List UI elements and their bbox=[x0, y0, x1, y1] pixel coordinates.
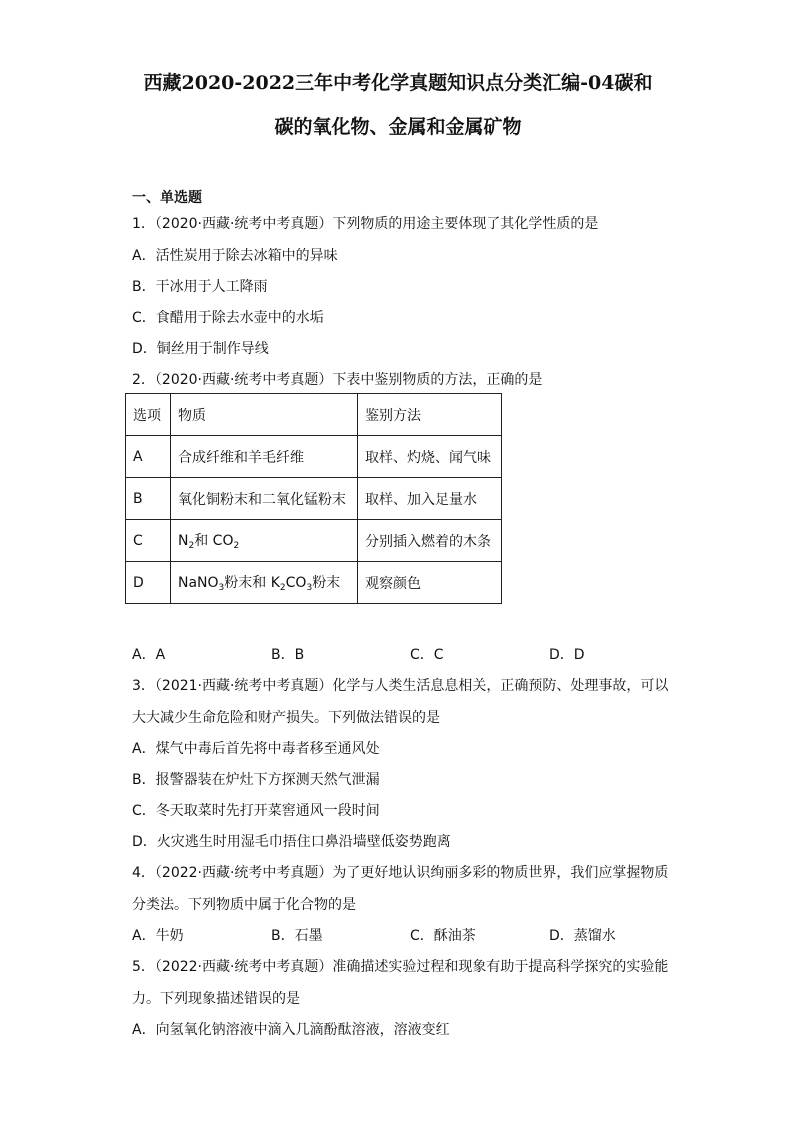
table-cell-substance: 合成纤维和羊毛纤维 bbox=[171, 436, 358, 478]
subscript: 3 bbox=[306, 583, 313, 593]
q1-stem: 1．（2020·西藏·统考中考真题）下列物质的用途主要体现了其化学性质的是 bbox=[132, 216, 599, 232]
table-cell-option: A bbox=[126, 436, 171, 478]
q2-stem: 2．（2020·西藏·统考中考真题）下表中鉴别物质的方法，正确的是 bbox=[132, 372, 543, 388]
q2-table bbox=[125, 393, 502, 604]
section-heading: 一、单选题 bbox=[132, 190, 202, 206]
q2-option-c: C．C bbox=[410, 647, 444, 663]
table-row bbox=[126, 478, 502, 520]
table-row bbox=[126, 520, 502, 562]
table-cell-method: 分别插入燃着的木条 bbox=[358, 520, 502, 562]
table-cell-option: D bbox=[126, 562, 171, 604]
table-cell-option: B bbox=[126, 478, 171, 520]
doc-title-line2: 碳的氧化物、金属和金属矿物 bbox=[274, 116, 522, 138]
q3-option-a: A．煤气中毒后首先将中毒者移至通风处 bbox=[132, 741, 380, 757]
table-cell-substance bbox=[171, 520, 358, 562]
subscript: 2 bbox=[188, 541, 195, 551]
formula-text: CO bbox=[285, 575, 307, 591]
q4-option-b: B．石墨 bbox=[271, 928, 323, 944]
table-row bbox=[126, 562, 502, 604]
q5-stem-line1: 5．（2022·西藏·统考中考真题）准确描述实验过程和现象有助于提高科学探究的实验能 bbox=[132, 959, 669, 975]
table-header-row bbox=[126, 394, 502, 436]
formula-text: N bbox=[178, 533, 189, 549]
q1-option-d: D．铜丝用于制作导线 bbox=[132, 341, 269, 357]
table-cell-option: C bbox=[126, 520, 171, 562]
q3-option-d: D．火灾逃生时用湿毛巾捂住口鼻沿墙壁低姿势跑离 bbox=[132, 834, 451, 850]
q1-option-c: C．食醋用于除去水壶中的水垢 bbox=[132, 310, 324, 326]
table-cell-method: 观察颜色 bbox=[358, 562, 502, 604]
table-cell-method: 取样、加入足量水 bbox=[358, 478, 502, 520]
q5-stem-line2: 力。下列现象描述错误的是 bbox=[132, 991, 300, 1007]
q1-option-b: B．干冰用于人工降雨 bbox=[132, 279, 268, 295]
subscript: 3 bbox=[218, 583, 225, 593]
q3-option-b: B．报警器装在炉灶下方探测天然气泄漏 bbox=[132, 772, 380, 788]
table-header-cell: 鉴别方法 bbox=[358, 394, 502, 436]
q3-stem-line2: 大大减少生命危险和财产损失。下列做法错误的是 bbox=[132, 710, 440, 726]
q5-option-a: A．向氢氧化钠溶液中滴入几滴酚酞溶液，溶液变红 bbox=[132, 1022, 450, 1038]
table-cell-substance: 氧化铜粉末和二氧化锰粉末 bbox=[171, 478, 358, 520]
q2-option-b: B．B bbox=[271, 647, 305, 663]
table-row bbox=[126, 436, 502, 478]
q4-stem-line2: 分类法。下列物质中属于化合物的是 bbox=[132, 897, 356, 913]
q4-option-d: D．蒸馏水 bbox=[549, 928, 616, 944]
table-cell-method: 取样、灼烧、闻气味 bbox=[358, 436, 502, 478]
formula-text: NaNO bbox=[178, 575, 219, 591]
formula-text: 粉末 bbox=[312, 575, 341, 591]
formula-text: 和 CO bbox=[194, 533, 234, 549]
q2-option-a: A．A bbox=[132, 647, 166, 663]
table-cell-substance bbox=[171, 562, 358, 604]
q2-option-d: D．D bbox=[549, 647, 585, 663]
table-header-cell: 选项 bbox=[126, 394, 171, 436]
q3-option-c: C．冬天取菜时先打开菜窖通风一段时间 bbox=[132, 803, 380, 819]
q1-option-a: A．活性炭用于除去冰箱中的异味 bbox=[132, 248, 338, 264]
doc-title-line1: 西藏2020-2022三年中考化学真题知识点分类汇编-04碳和 bbox=[143, 72, 653, 94]
q4-option-a: A．牛奶 bbox=[132, 928, 184, 944]
subscript: 2 bbox=[233, 541, 240, 551]
q4-option-c: C．酥油茶 bbox=[410, 928, 476, 944]
formula-text: 粉末和 K bbox=[224, 575, 280, 591]
subscript: 2 bbox=[279, 583, 286, 593]
q4-stem-line1: 4．（2022·西藏·统考中考真题）为了更好地认识绚丽多彩的物质世界，我们应掌握物质 bbox=[132, 865, 669, 881]
q3-stem-line1: 3．（2021·西藏·统考中考真题）化学与人类生活息息相关，正确预防、处理事故，可以 bbox=[132, 678, 669, 694]
table-header-cell: 物质 bbox=[171, 394, 358, 436]
